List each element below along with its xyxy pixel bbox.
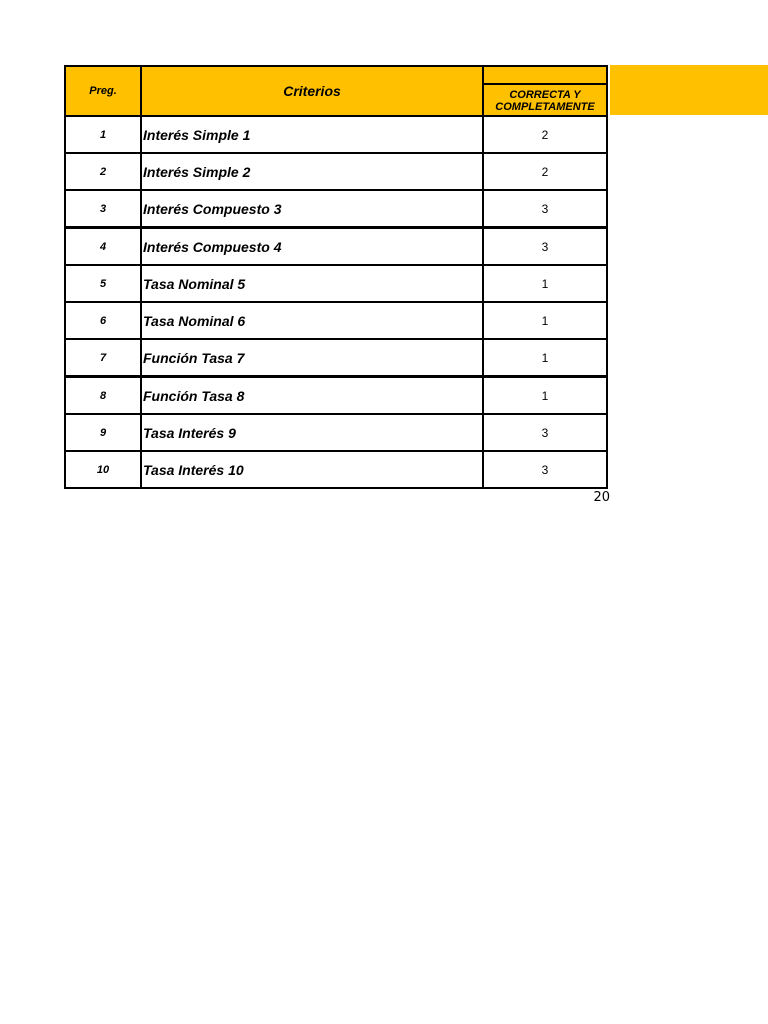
header-criterios: Criterios <box>141 66 483 116</box>
table-row <box>65 228 607 266</box>
header-score-label: CORRECTA Y COMPLETAMENTE <box>495 89 595 113</box>
table-row <box>65 414 607 451</box>
table-body <box>65 116 607 488</box>
criteria-table <box>64 65 608 489</box>
row-number: 10 <box>65 451 141 488</box>
row-score: 2 <box>483 116 607 153</box>
row-number: 7 <box>65 339 141 377</box>
table-header-row <box>65 66 607 116</box>
row-score: 3 <box>483 190 607 228</box>
row-number: 8 <box>65 377 141 415</box>
row-number: 3 <box>65 190 141 228</box>
row-criterion: Tasa Nominal 6 <box>141 302 483 339</box>
table-row <box>65 265 607 302</box>
row-score: 2 <box>483 153 607 190</box>
row-score: 1 <box>483 265 607 302</box>
row-criterion: Función Tasa 7 <box>141 339 483 377</box>
table-row <box>65 116 607 153</box>
header-score <box>483 66 607 116</box>
row-criterion: Interés Compuesto 3 <box>141 190 483 228</box>
row-number: 6 <box>65 302 141 339</box>
row-score: 1 <box>483 377 607 415</box>
row-criterion: Tasa Nominal 5 <box>141 265 483 302</box>
row-score: 1 <box>483 302 607 339</box>
row-number: 5 <box>65 265 141 302</box>
row-criterion: Interés Simple 1 <box>141 116 483 153</box>
header-score-top-cell <box>482 67 608 85</box>
row-score: 1 <box>483 339 607 377</box>
table-row <box>65 451 607 488</box>
table-row <box>65 377 607 415</box>
header-fill-extension <box>610 65 768 115</box>
row-number: 4 <box>65 228 141 266</box>
table-row <box>65 153 607 190</box>
row-criterion: Tasa Interés 9 <box>141 414 483 451</box>
row-score: 3 <box>483 414 607 451</box>
header-preg: Preg. <box>65 66 141 116</box>
row-number: 9 <box>65 414 141 451</box>
row-score: 3 <box>483 228 607 266</box>
row-number: 1 <box>65 116 141 153</box>
row-score: 3 <box>483 451 607 488</box>
table-row <box>65 302 607 339</box>
total-score: 20 <box>593 490 610 505</box>
row-criterion: Interés Simple 2 <box>141 153 483 190</box>
row-criterion: Función Tasa 8 <box>141 377 483 415</box>
row-number: 2 <box>65 153 141 190</box>
table-row <box>65 190 607 228</box>
row-criterion: Interés Compuesto 4 <box>141 228 483 266</box>
row-criterion: Tasa Interés 10 <box>141 451 483 488</box>
table-row <box>65 339 607 377</box>
